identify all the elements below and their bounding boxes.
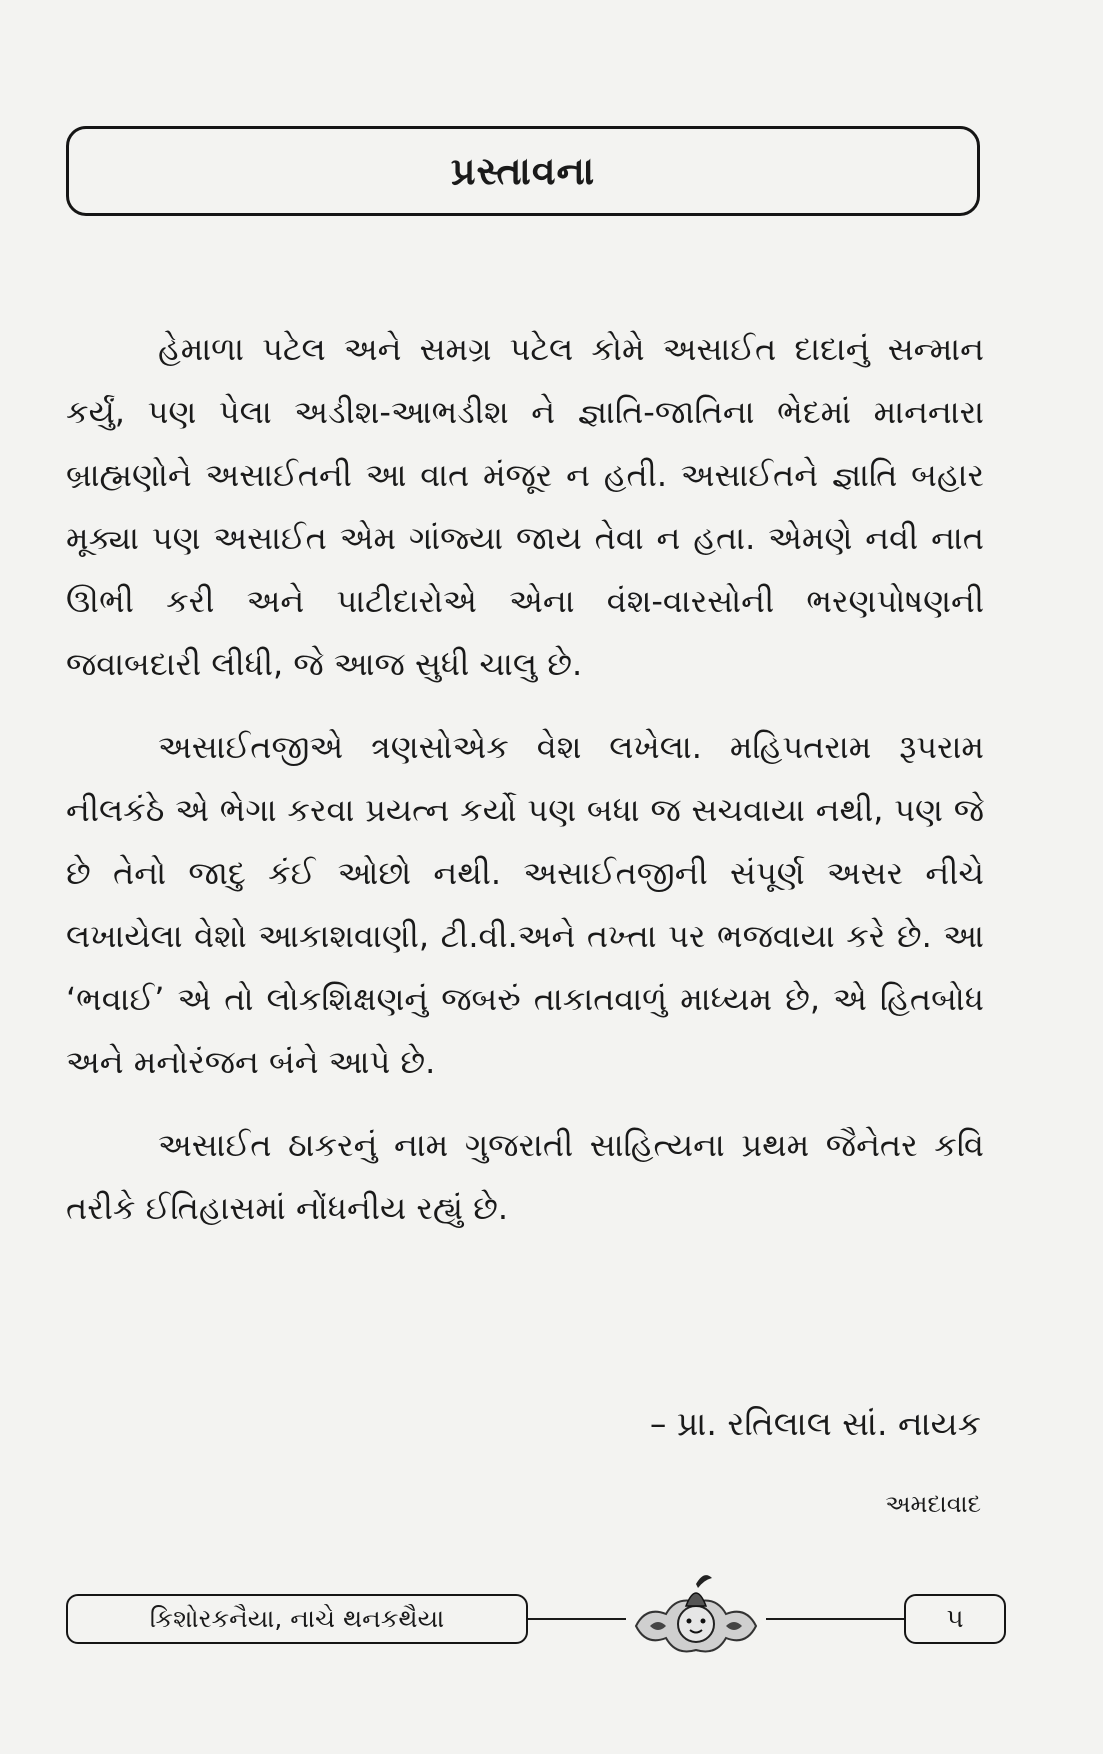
page-footer (0, 1560, 1103, 1680)
title-box (66, 126, 980, 216)
author-signature: – પ્રા. રતિલાલ સાં. નાયક (649, 1404, 981, 1443)
paragraph-1: હેમાળા પટેલ અને સમગ્ર પટેલ કોમે અસાઈત દાદાનું સન્માન કર્યું, પણ પેલા અડીશ-આભડીશ ને જ્ઞાતિ-જાતિના ભેદમાં માનનારા બ્રાહ્મણોને અસાઈતની આ વાત મંજૂર ન હતી. અસાઈતને જ્ઞાતિ બહાર મૂક્યા પણ અસાઈત એમ ગાંજ્યા જાય તેવા ન હતા. એમણે નવી નાત ઊભી કરી અને પાટીદારોએ એના વંશ-વારસોની ભરણપોષણની જવાબદારી લીધી, જે આજ સુધી ચાલુ છે. (66, 330, 984, 683)
paragraph-3: અસાઈત ઠાકરનું નામ ગુજરાતી સાહિત્યના પ્રથમ જૈનેતર કવિ તરીકે ઈતિહાસમાં નોંધનીય રહ્યું છે. (66, 1126, 984, 1227)
page-title: પ્રસ્તાવના (450, 148, 596, 193)
paragraph-2: અસાઈતજીએ ત્રણસોએક વેશ લખેલા. મહિપતરામ રૂપરામ નીલકંઠે એ ભેગા કરવા પ્રયત્ન કર્યો પણ બધા જ સચવાયા નથી, પણ જે છે તેનો જાદુ કંઈ ઓછો નથી. અસાઈતજીની સંપૂર્ણ અસર નીચે લખાયેલા વેશો આકાશવાણી, ટી.વી.અને તખ્તા પર ભજવાયા કરે છે. આ ‘ભવાઈ’ એ તો લોકશિક્ષણનું જબરું તાકાતવાળું માધ્યમ છે, એ હિતબોધ અને મનોરંજન બંને આપે છે. (66, 728, 984, 1081)
body-text (66, 318, 984, 1260)
footer-book-title: કિશોરકનૈયા, નાચે થનકથૈયા (66, 1594, 528, 1644)
krishna-emblem-icon (606, 1566, 786, 1666)
page-number: ૫ (904, 1594, 1006, 1644)
place-name: અમદાવાદ (885, 1490, 981, 1518)
